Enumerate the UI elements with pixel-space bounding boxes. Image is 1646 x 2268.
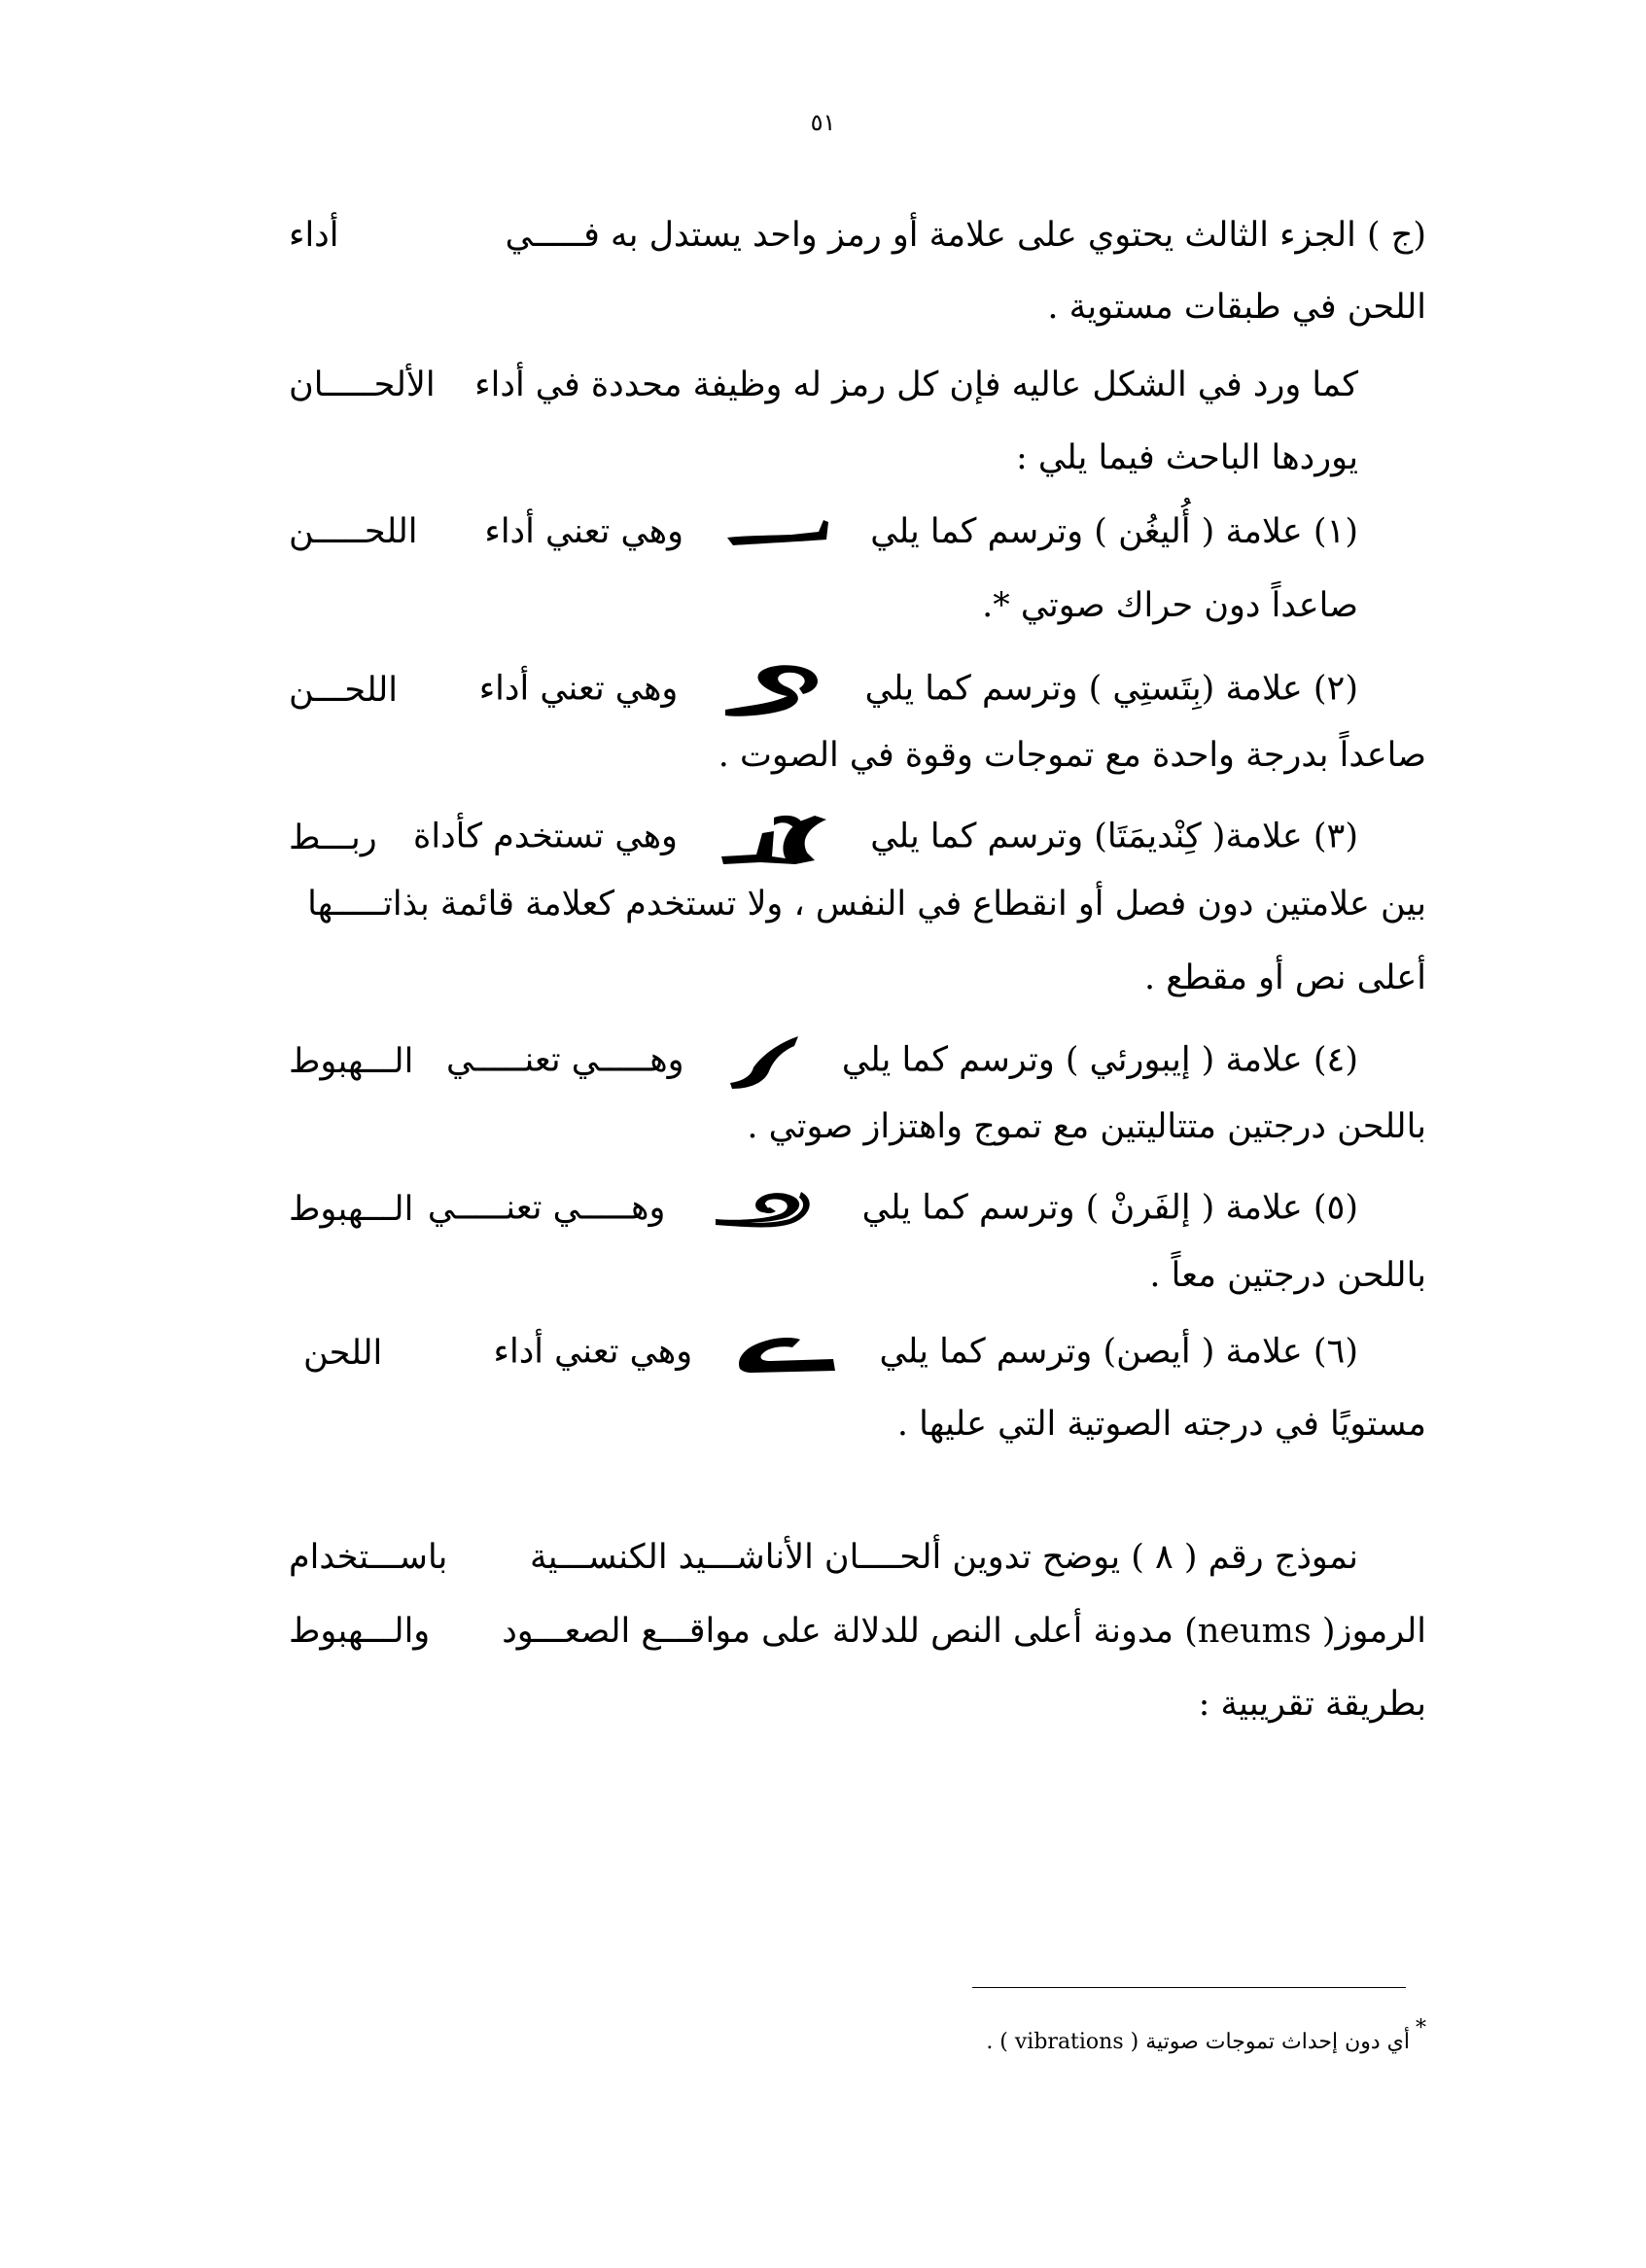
page-number: ٥١ (810, 109, 836, 136)
neume-item-1-continuation: صاعداً دون حراك صوتي *. (982, 586, 1358, 625)
neume-item-1-end: اللحـــــن (289, 512, 418, 551)
neume-item-6-end: اللحن (303, 1334, 383, 1373)
model-paragraph-line-3: بطريقة تقريبية : (1198, 1685, 1426, 1724)
footnote (986, 2016, 1426, 2054)
neume-item-3-meaning: وهي تستخدم كأداة (413, 817, 678, 856)
neume-item-1 (289, 512, 1426, 551)
neume-item-2-end: اللحـــن (289, 671, 398, 710)
neume-item-6-meaning: وهي تعني أداء (493, 1332, 693, 1372)
elaphron-neume-icon (706, 1182, 823, 1237)
intro-line-1-end: الألحـــــان (289, 366, 436, 404)
neume-item-2 (289, 661, 1426, 719)
neume-item-6-continuation: مستويًا في درجته الصوتية التي عليها . (896, 1405, 1426, 1444)
neume-item-5-label: (٥) علامة ( إلفَرنْ ) وترسم كما يلي (861, 1188, 1358, 1228)
apostrophos-neume-icon (724, 1032, 802, 1091)
footnote-marker: * (1416, 2016, 1426, 2041)
neume-item-2-continuation: صاعداً بدرجة واحدة مع تموجات وقوة في الصوت . (718, 736, 1426, 775)
neume-item-4-label: (٤) علامة ( إيبورئي ) وترسم كما يلي (841, 1040, 1358, 1080)
kentimata-neume-icon (718, 810, 830, 866)
neume-item-6 (289, 1330, 1426, 1377)
neume-item-5-meaning: وهـــــي تعنـــــي (427, 1188, 666, 1228)
neume-item-4 (289, 1032, 1426, 1091)
neume-item-2-meaning: وهي تعني أداء (478, 669, 679, 709)
neume-item-2-label: (٢) علامة (بِتَستِي ) وترسم كما يلي (864, 669, 1358, 709)
neume-item-3-label: (٣) علامة( كِنْديمَتَا) وترسم كما يلي (870, 817, 1358, 856)
intro-line-2: يوردها الباحث فيما يلي : (1015, 438, 1358, 477)
ison-neume-icon (732, 1330, 839, 1377)
neume-item-3-continuation-2: أعلى نص أو مقطع . (1143, 959, 1426, 997)
neume-item-1-meaning: وهي تعني أداء (484, 512, 683, 551)
paragraph-c-line-1-end: أداء (289, 216, 339, 255)
neume-item-4-meaning: وهـــــي تعنـــــي (446, 1040, 684, 1080)
model-paragraph-line-2 (289, 1612, 1426, 1651)
oligon-neume-icon (723, 516, 830, 551)
footnote-text: أي دون إحداث تموجات صوتية ( vibrations ) . (986, 2030, 1410, 2054)
neume-item-3-continuation: بين علامتين دون فصل أو انقطاع في النفس ، ولا تستخدم كعلامة قائمة بذاتـــــها (307, 885, 1426, 924)
neume-item-5-end: الـــهبوط (289, 1190, 414, 1229)
neume-item-5-continuation: باللحن درجتين معاً . (1149, 1256, 1426, 1295)
paragraph-c-line-1 (289, 216, 1426, 255)
footnote-separator (972, 1987, 1406, 1988)
neume-item-3 (289, 810, 1426, 866)
neume-item-1-label: (١) علامة ( أُليغُن ) وترسم كما يلي (870, 512, 1358, 551)
model-paragraph-line-1 (289, 1538, 1426, 1577)
model-paragraph-line-2-end: والـــهبوط (289, 1612, 431, 1651)
neume-item-4-continuation: باللحن درجتين متتاليتين مع تموج واهتزاز صوتي . (747, 1107, 1426, 1146)
neume-item-4-end: الـــهبوط (289, 1042, 414, 1081)
intro-line-1 (289, 366, 1426, 404)
intro-line-1-main: كما ورد في الشكل عاليه فإن كل رمز له وظيفة محددة في أداء (474, 366, 1358, 404)
model-paragraph-line-1-end: باســـتخدام (289, 1538, 448, 1577)
neume-item-5 (289, 1182, 1426, 1237)
neume-item-6-label: (٦) علامة ( أيصن) وترسم كما يلي (879, 1332, 1358, 1372)
paragraph-c-line-2: اللحن في طبقات مستوية . (1047, 288, 1426, 327)
paragraph-c-line-1-main: (ج ) الجزء الثالث يحتوي على علامة أو رمز واحد يستدل به فـــــي (505, 216, 1426, 255)
petasti-neume-icon (718, 661, 824, 719)
model-paragraph-line-1-main: نموذج رقم ( ٨ ) يوضح تدوين ألحــــان الأناشـــيد الكنســـية (529, 1538, 1358, 1577)
model-paragraph-line-2-main: الرموز( neums) مدونة أعلى النص للدلالة على مواقـــع الصعـــود (502, 1612, 1426, 1651)
neume-item-3-end: ربـــط (289, 819, 377, 857)
